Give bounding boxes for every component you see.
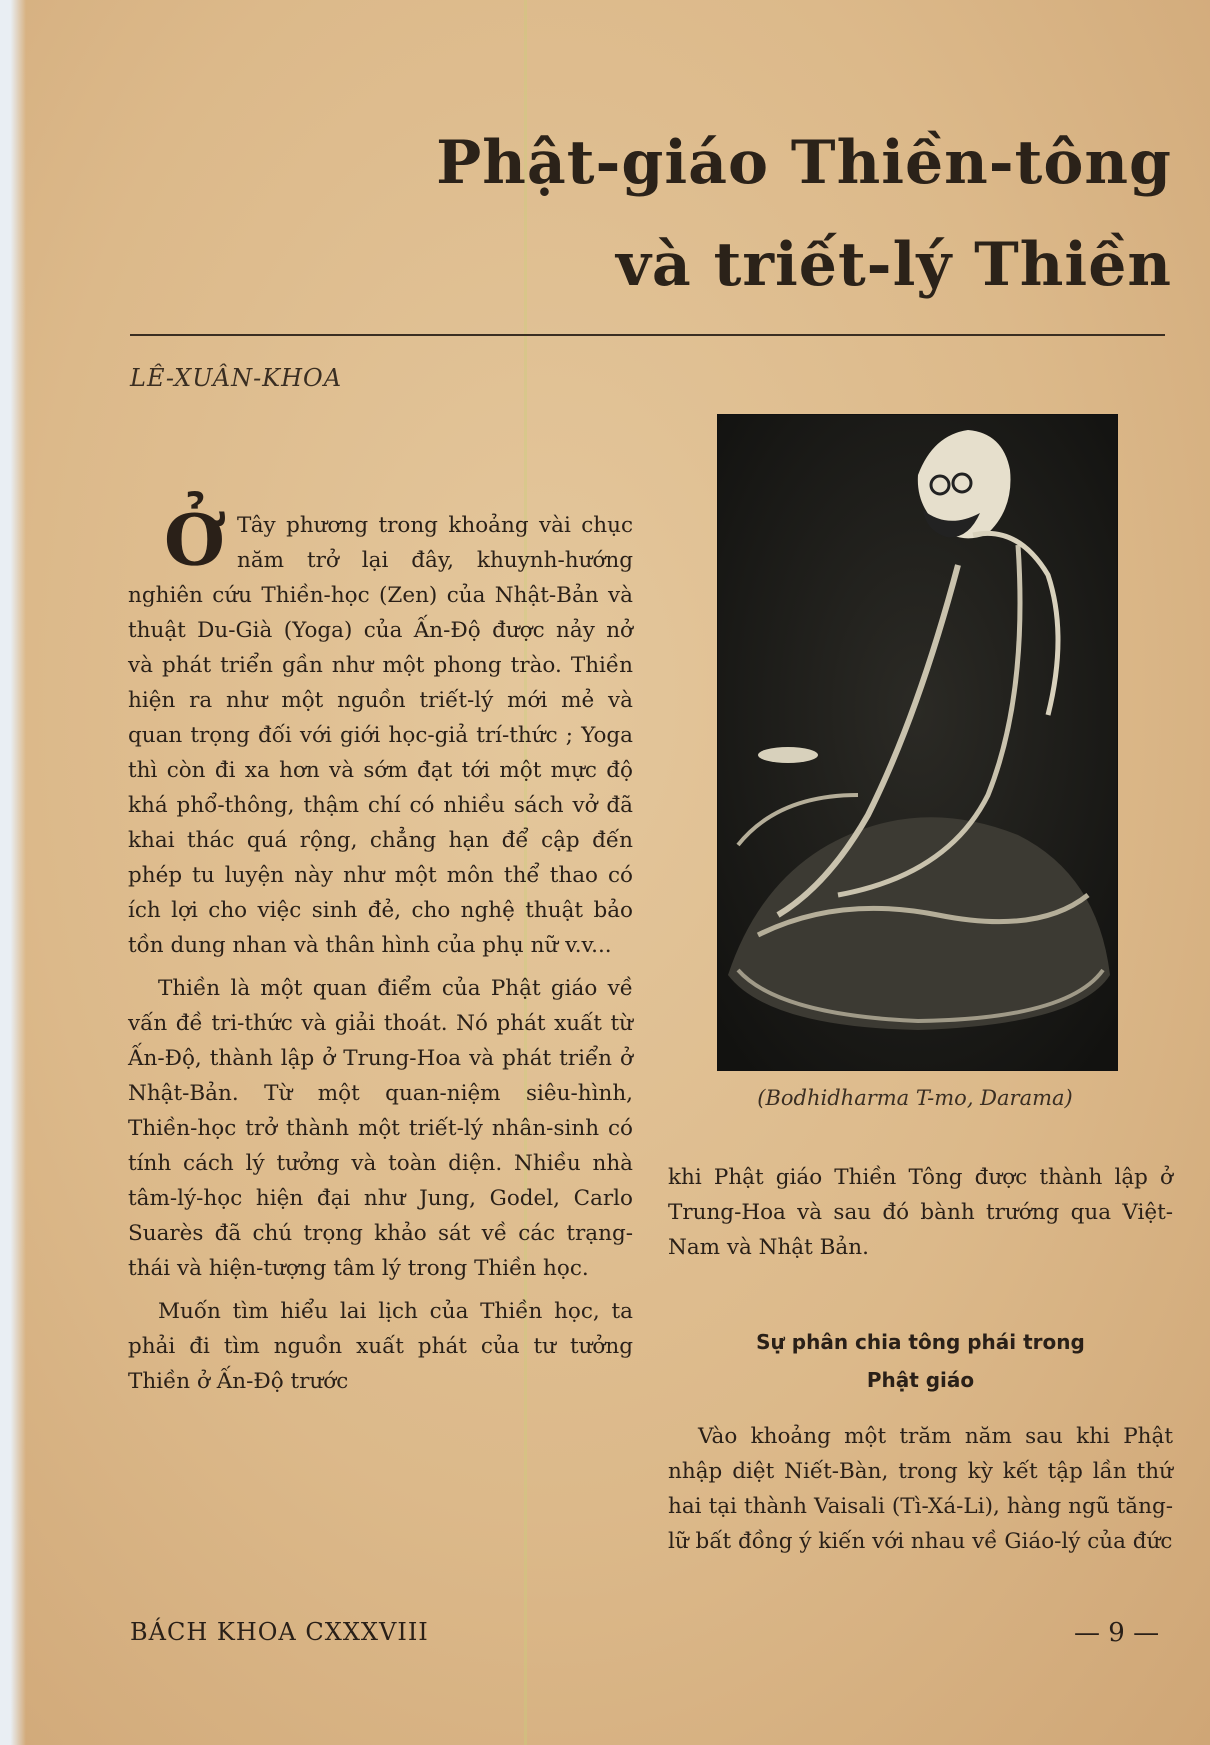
right-paragraph-2: Vào khoảng một trăm năm sau khi Phật nhập diệt Niết-Bàn, trong kỳ kết tập lần thứ hai tại thành Vaisali (Tì-Xá-Li), hàng ngũ tăng-lữ bất đồng ý kiến với nhau về Giáo-lý của đức bbox=[668, 1424, 1173, 1554]
section-heading-line-1: Sự phân chia tông phái trong bbox=[756, 1330, 1085, 1354]
publication-footer: BÁCH KHOA CXXXVIII bbox=[130, 1618, 429, 1646]
section-heading bbox=[668, 1323, 1173, 1399]
paper-edge bbox=[0, 0, 26, 1745]
bodhidharma-drawing bbox=[718, 415, 1117, 1070]
drop-cap: Ở bbox=[164, 499, 225, 582]
right-column bbox=[668, 1160, 1173, 1559]
page-number: — 9 — bbox=[1074, 1618, 1160, 1648]
section-heading-line-2: Phật giáo bbox=[866, 1368, 975, 1392]
title-line-1: Phật-giáo Thiền-tông bbox=[436, 128, 1172, 198]
title-line-2: và triết-lý Thiền bbox=[616, 230, 1172, 300]
figure-caption: (Bodhidharma T-mo, Darama) bbox=[757, 1086, 1073, 1110]
left-column bbox=[128, 499, 633, 1399]
bodhidharma-illustration bbox=[717, 414, 1118, 1071]
right-paragraph-1: khi Phật giáo Thiền Tông được thành lập ở Trung-Hoa và sau đó bành trướng qua Việt-Nam và Nhật Bản. bbox=[668, 1165, 1173, 1260]
intro-text: Tây phương trong khoảng vài chục năm trở lại đây, khuynh-hướng nghiên cứu Thiền-học (Zen) của Nhật-Bản và thuật Du-Già (Yoga) của Ấn-Độ được nảy nở và phát triển gần như một phong trào. Thiền hiện ra như một nguồn triết-lý mới mẻ và quan trọng đối với giới học-giả trí-thức ; Yoga thì còn đi xa hơn và sớm đạt tới một mực độ khá phổ-thông, thậm chí có nhiều sách vở đã khai thác quá rộng, chẳng hạn để cập đến phép tu luyện này như một môn thể thao có ích lợi cho việc sinh đẻ, cho nghệ thuật bảo tồn dung nhan và thân hình của phụ nữ v.v... bbox=[128, 513, 633, 958]
intro-paragraph bbox=[128, 499, 633, 963]
paragraph-3: Muốn tìm hiểu lai lịch của Thiền học, ta phải đi tìm nguồn xuất phát của tư tưởng Thiền ở Ấn-Độ trước bbox=[128, 1299, 633, 1394]
paragraph-2: Thiền là một quan điểm của Phật giáo về vấn đề tri-thức và giải thoát. Nó phát xuất từ Ấn-Độ, thành lập ở Trung-Hoa và phát triển ở Nhật-Bản. Từ một quan-niệm siêu-hình, Thiền-học trở thành một triết-lý nhân-sinh có tính cách lý tưởng và toàn diện. Nhiều nhà tâm-lý-học hiện đại như Jung, Godel, Carlo Suarès đã chú trọng khảo sát về các trạng-thái và hiện-tượng tâm lý trong Thiền học. bbox=[128, 976, 633, 1281]
author-byline: LÊ-XUÂN-KHOA bbox=[130, 364, 343, 392]
title-rule bbox=[130, 334, 1165, 336]
article-title bbox=[436, 112, 1172, 316]
